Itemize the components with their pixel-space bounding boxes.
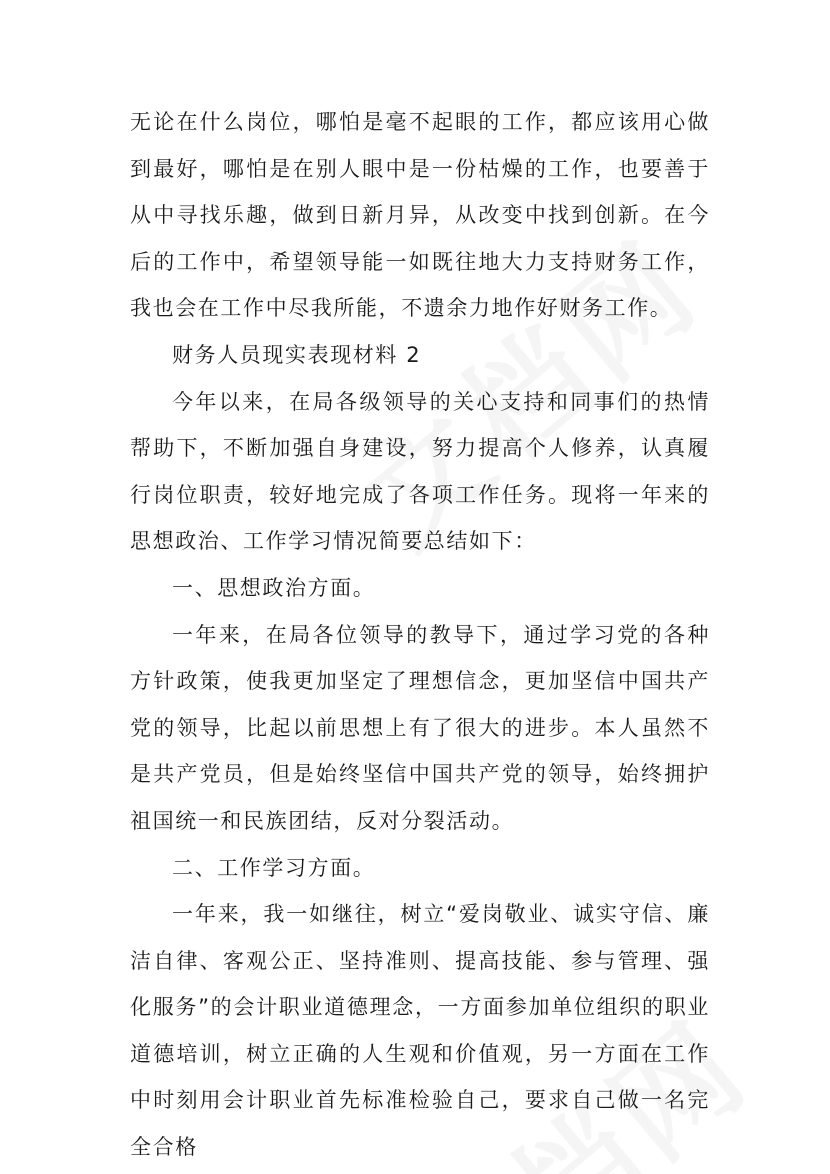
section-heading: 财务人员现实表现材料 2	[172, 342, 422, 367]
subheading-political: 一、思想政治方面。	[172, 575, 376, 600]
paragraph-continuation: 无论在什么岗位，哪怕是毫不起眼的工作，都应该用心做到最好，哪怕是在别人眼中是一份枯燥的工作，也要善于从中寻找乐趣，做到日新月异，从改变中找到创新。在今后的工作中，希望领导能一如既往地大力支持财务工作，我也会在工作中尽我所能，不遗余力地作好财务工作。	[130, 110, 710, 321]
document-body	[130, 99, 710, 1171]
paragraph-political: 一年来，在局各位领导的教导下，通过学习党的各种方针政策，使我更加坚定了理想信念，更加坚信中国共产党的领导，比起以前思想上有了很大的进步。本人虽然不是共产党员，但是始终坚信中国共产党的领导，始终拥护祖国统一和民族团结，反对分裂活动。	[130, 622, 710, 833]
paragraph-intro: 今年以来，在局各级领导的关心支持和同事们的热情帮助下，不断加强自身建设，努力提高个人修养，认真履行岗位职责，较好地完成了各项工作任务。现将一年来的思想政治、工作学习情况简要总结如下：	[130, 389, 710, 554]
subheading-work-study: 二、工作学习方面。	[172, 855, 376, 880]
paragraph-work-study: 一年来，我一如继往，树立“爱岗敬业、诚实守信、廉洁自律、客观公正、坚持准则、提高技能、参与管理、强化服务”的会计职业道德理念，一方面参加单位组织的职业道德培训，树立正确的人生观和价值观，另一方面在工作中时刻用会计职业首先标准检验自己，要求自己做一名完全合格	[130, 902, 710, 1160]
